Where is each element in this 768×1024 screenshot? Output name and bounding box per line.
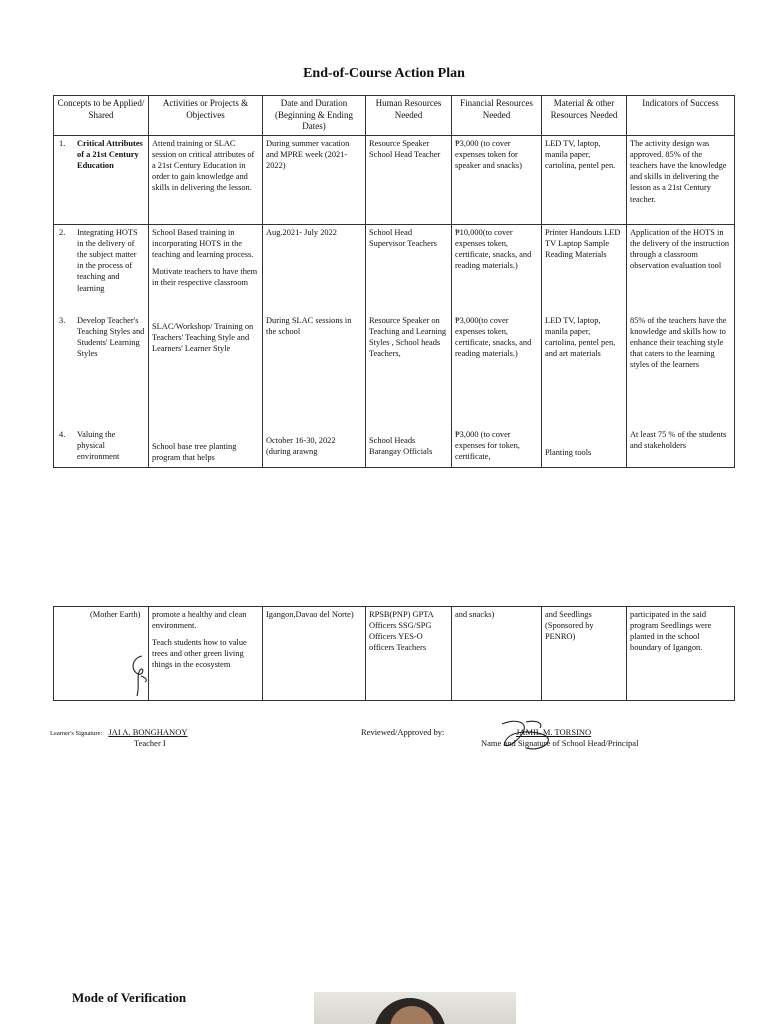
- row-number: 1.: [59, 139, 66, 149]
- header-human-resources: Human Resources Needed: [366, 96, 452, 136]
- activity-text: Teach students how to value trees and other green living things in the ecosystem: [152, 638, 247, 670]
- material-resources-cell: LED TV, laptop, manila paper, cartolina, pentel pen.: [542, 136, 627, 225]
- learner-name: JAI A. BONGHANOY: [108, 727, 188, 737]
- row-number: 2.: [59, 228, 66, 238]
- action-plan-table: [53, 95, 735, 468]
- principal-title: Name and Signature of School Head/Principal: [481, 738, 639, 748]
- verification-photo: [314, 992, 516, 1024]
- concept-cell: [54, 427, 149, 468]
- date-cell: Aug.2021- July 2022: [263, 225, 366, 314]
- activity-text: promote a healthy and clean environment.: [152, 610, 247, 631]
- header-date: Date and Duration (Beginning & Ending Dates): [263, 96, 366, 136]
- financial-resources-cell: ₱3,000 (to cover expenses token for speaker and snacks): [452, 136, 542, 225]
- concept-text: Integrating HOTS in the delivery of the subject matter in the process of teaching and learning: [77, 228, 138, 293]
- activity-text: School Based training in incorporating HOTS in the teaching and learning process.: [152, 228, 254, 260]
- activities-cell: [149, 607, 263, 701]
- material-resources-cell: Printer Handouts LED TV Laptop Sample Reading Materials: [542, 225, 627, 314]
- date-cell: Igangon,Davao del Norte): [263, 607, 366, 701]
- indicators-cell: At least 75 % of the students and stakeholders: [627, 427, 735, 468]
- learner-signature-block: [50, 727, 187, 737]
- concept-cell: (Mother Earth): [54, 607, 149, 701]
- table-row: [54, 427, 735, 468]
- human-resources-cell: RPSB(PNP) GPTA Officers SSG/SPG Officers YES-O officers Teachers: [366, 607, 452, 701]
- financial-resources-cell: ₱3,000 (to cover expenses for token, certificate,: [452, 427, 542, 468]
- concept-cell: [54, 136, 149, 225]
- activities-cell: Attend training or SLAC session on critical attributes of a 21st Century Education in order to gain knowledge and skills in delivering the lesson.: [149, 136, 263, 225]
- material-resources-cell: LED TV, laptop, manila paper, cartolina, pentel pen, and art materials: [542, 313, 627, 427]
- table-row: [54, 225, 735, 314]
- date-cell: During summer vacation and MPRE week (2021-2022): [263, 136, 366, 225]
- principal-name: JAMIL M. TORSINO: [516, 727, 592, 737]
- concept-text: Develop Teacher's Teaching Styles and Students' Learning Styles: [77, 316, 145, 359]
- mode-of-verification-heading: Mode of Verification: [72, 990, 187, 1005]
- activities-cell: SLAC/Workshop/ Training on Teachers' Teaching Style and Learners' Learner Style: [149, 313, 263, 427]
- header-activities: Activities or Projects & Objectives: [149, 96, 263, 136]
- concept-text: Critical Attributes of a 21st Century Education: [77, 139, 143, 171]
- human-resources-cell: School Heads Barangay Officials: [366, 427, 452, 468]
- table-row: [54, 313, 735, 427]
- human-resources-cell: Resource Speaker on Teaching and Learning Styles , School heads Teachers,: [366, 313, 452, 427]
- table-row: [54, 136, 735, 225]
- indicators-cell: 85% of the teachers have the knowledge and skills how to enhance their teaching style that caters to the learning styles of the learners: [627, 313, 735, 427]
- activities-cell: [149, 225, 263, 314]
- material-resources-cell: Planting tools: [542, 427, 627, 468]
- human-resources-cell: School Head Supervisor Teachers: [366, 225, 452, 314]
- action-plan-table-continued: [53, 606, 735, 701]
- table-row: [54, 607, 735, 701]
- date-cell: During SLAC sessions in the school: [263, 313, 366, 427]
- principal-signature: [496, 716, 576, 758]
- row-number: 3.: [59, 316, 66, 326]
- header-indicators: Indicators of Success: [627, 96, 735, 136]
- handwritten-signature-mark: [128, 652, 150, 700]
- indicators-cell: participated in the said program Seedlings were planted in the school boundary of Igangon.: [627, 607, 735, 701]
- indicators-cell: Application of the HOTS in the delivery of the instruction through a classroom observation evaluation tool: [627, 225, 735, 314]
- material-resources-cell: and Seedlings (Sponsored by PENRO): [542, 607, 627, 701]
- activities-cell: School base tree planting program that helps: [149, 427, 263, 468]
- header-row: [54, 96, 735, 136]
- concept-cell: [54, 225, 149, 314]
- human-resources-cell: Resource Speaker School Head Teacher: [366, 136, 452, 225]
- activity-text: Motivate teachers to have them in their respective classroom: [152, 267, 258, 288]
- financial-resources-cell: ₱10,000(to cover expenses token, certificate, snacks, and reading materials.): [452, 225, 542, 314]
- header-material-resources: Material & other Resources Needed: [542, 96, 627, 136]
- indicators-cell: The activity design was approved. 85% of the teachers have the knowledge and skills in delivering the lesson as a 21st Century teacher.: [627, 136, 735, 225]
- financial-resources-cell: ₱3,000(to cover expenses token, certificate, snacks, and reading materials.): [452, 313, 542, 427]
- concept-cell: [54, 313, 149, 427]
- learner-title: Teacher I: [134, 738, 166, 748]
- row-number: 4.: [59, 430, 66, 440]
- document-title: End-of-Course Action Plan: [303, 66, 465, 81]
- concept-text: Valuing the physical environment: [77, 430, 120, 462]
- header-concepts: Concepts to be Applied/ Shared: [54, 96, 149, 136]
- learner-signature-label: Learner's Signature:: [50, 730, 103, 737]
- reviewed-by-label: Reviewed/Approved by:: [361, 727, 445, 737]
- financial-resources-cell: and snacks): [452, 607, 542, 701]
- date-cell: October 16-30, 2022 (during arawng: [263, 427, 366, 468]
- header-financial-resources: Financial Resources Needed: [452, 96, 542, 136]
